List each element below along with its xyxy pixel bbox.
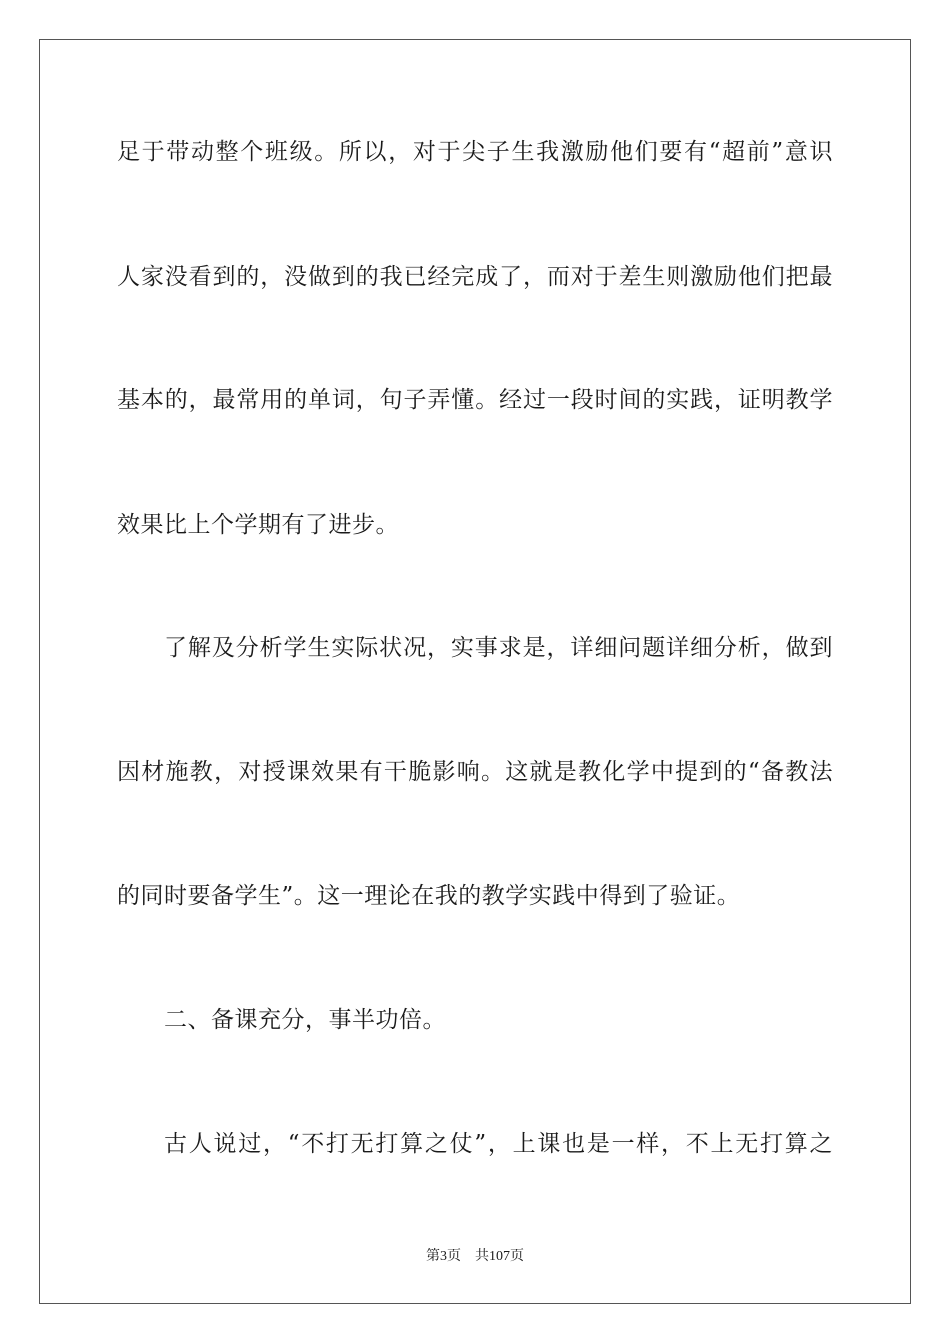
text-line: 了解及分析学生实际状况，实事求是，详细问题详细分析，做到 — [164, 635, 833, 661]
total-pages: 共107页 — [475, 1249, 524, 1264]
text-line: 人家没看到的，没做到的我已经完成了，而对于差生则激励他们把最 — [117, 264, 833, 290]
text-line: 古人说过，“不打无打算之仗”，上课也是一样，不上无打算之 — [164, 1131, 833, 1157]
text-line: 因材施教，对授课效果有干脆影响。这就是教化学中提到的“备教法 — [117, 759, 833, 785]
page-footer — [0, 1248, 950, 1266]
section-heading: 二、备课充分，事半功倍。 — [164, 1007, 446, 1033]
text-line: 足于带动整个班级。所以，对于尖子生我激励他们要有“超前”意识 — [117, 139, 833, 165]
page-number: 第3页 — [426, 1249, 461, 1264]
text-line: 的同时要备学生”。这一理论在我的教学实践中得到了验证。 — [117, 883, 741, 909]
text-line: 基本的，最常用的单词，句子弄懂。经过一段时间的实践，证明教学 — [117, 387, 833, 413]
text-line: 效果比上个学期有了进步。 — [117, 512, 399, 538]
page-border — [39, 39, 911, 1304]
